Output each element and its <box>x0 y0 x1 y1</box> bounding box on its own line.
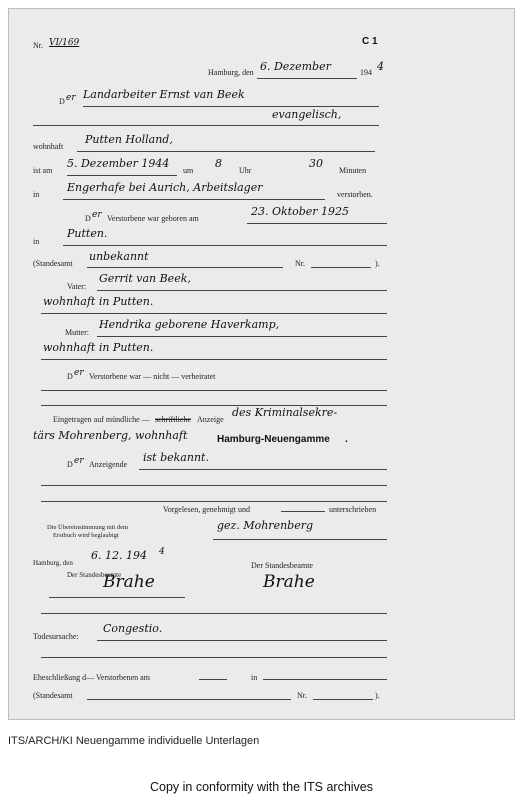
informant-label: Anzeigende <box>89 460 128 469</box>
certification-line-2: Erstbuch wird beglaubigt <box>53 532 119 539</box>
date-year-prefix: 194 <box>360 68 372 77</box>
certification-line-1: Die Übereinstimmung mit dem <box>47 524 129 531</box>
cause-of-death-label: Todesursache: <box>33 632 79 641</box>
registration-informant: des Kriminalsekre- <box>232 406 338 419</box>
death-minutes: 30 <box>309 157 323 170</box>
birth-label: Verstorbene war geboren am <box>107 214 199 223</box>
birth-place: Putten. <box>67 227 108 240</box>
form-code: C 1 <box>362 36 378 47</box>
read-aloud-label: Vorgelesen, genehmigt und <box>163 505 251 514</box>
registration-dot: . <box>345 434 348 445</box>
birth-registry-close: ). <box>375 259 380 268</box>
informant-article-suffix: er <box>74 456 84 466</box>
marital-article-suffix: er <box>74 368 84 378</box>
marriage-in-label: in <box>251 673 258 682</box>
registration-struck: schriftliche <box>155 415 191 424</box>
registration-label: Eingetragen auf mündliche — <box>53 415 150 424</box>
father-label: Vater: <box>67 282 87 291</box>
birth-registry-nr-label: Nr. <box>295 259 305 268</box>
marriage-registry-label: (Standesamt <box>33 691 73 700</box>
date-year-digit: 4 <box>377 60 384 73</box>
registration-informant-cont: tärs Mohrenberg, wohnhaft <box>33 429 188 442</box>
archive-caption: ITS/ARCH/KI Neuengamme individuelle Unterlagen <box>8 735 260 747</box>
informant-article: D <box>67 460 73 469</box>
registration-printed-place: Hamburg-Neuengamme <box>217 434 330 445</box>
marital-article: D <box>67 372 73 381</box>
date-day-month: 6. Dezember <box>260 60 331 73</box>
marriage-label: Eheschließung d— Verstorbenen am <box>33 673 150 682</box>
copy-notice: Copy in conformity with the ITS archives <box>150 780 373 794</box>
death-hour: 8 <box>215 157 222 170</box>
certification-place: Hamburg, den <box>33 559 73 567</box>
birth-place-label: in <box>33 237 40 246</box>
person-article-suffix: er <box>66 93 76 103</box>
death-minutes-label: Minuten <box>339 166 367 175</box>
birth-article-suffix: er <box>92 210 102 220</box>
informant-value: ist bekannt. <box>143 451 209 464</box>
scanned-document <box>8 8 515 720</box>
father-residence: wohnhaft in Putten. <box>43 295 154 308</box>
read-aloud-label-2: unterschrieben <box>329 505 377 514</box>
mother-name: Hendrika geborene Haverkamp, <box>99 318 280 331</box>
register-number: VI/169 <box>49 38 80 48</box>
certification-date-digit: 4 <box>159 547 165 557</box>
death-date-label: ist am <box>33 166 53 175</box>
person-religion: evangelisch, <box>272 108 342 121</box>
mother-label: Mutter: <box>65 328 89 337</box>
birth-registry-label: (Standesamt <box>33 259 73 268</box>
residence-label: wohnhaft <box>33 142 64 151</box>
registration-label-2: Anzeige <box>197 415 224 424</box>
marriage-registry-close: ). <box>375 691 380 700</box>
death-place-suffix: verstorben. <box>337 190 373 199</box>
mother-residence: wohnhaft in Putten. <box>43 341 154 354</box>
father-name: Gerrit van Beek, <box>99 272 191 285</box>
death-place-label: in <box>33 190 40 199</box>
marital-status: Verstorbene war — nicht — verheiratet <box>89 372 216 381</box>
date-place-label: Hamburg, den <box>208 68 254 77</box>
right-official-signature: Brahe <box>263 572 315 592</box>
right-official-label: Der Standesbeamte <box>251 561 313 570</box>
birth-article: D <box>85 214 91 223</box>
marriage-nr-label: Nr. <box>297 691 307 700</box>
death-um-label: um <box>183 166 194 175</box>
person-occupation-name: Landarbeiter Ernst van Beek <box>83 88 245 101</box>
left-official-label: Der Standesbeamte <box>67 571 122 579</box>
cause-of-death-value: Congestio. <box>103 622 163 635</box>
register-number-label: Nr. <box>33 41 43 50</box>
death-register-form <box>27 27 407 721</box>
death-uhr-label: Uhr <box>239 166 252 175</box>
residence-value: Putten Holland, <box>85 133 173 146</box>
death-place-value: Engerhafe bei Aurich, Arbeitslager <box>67 181 263 194</box>
left-official-signature: Brahe <box>103 572 155 592</box>
certification-date: 6. 12. 194 <box>91 549 147 562</box>
birth-date: 23. Oktober 1925 <box>251 205 350 218</box>
death-date-value: 5. Dezember 1944 <box>67 157 170 170</box>
person-article: D <box>59 97 65 106</box>
informant-signature: gez. Mohrenberg <box>217 519 314 532</box>
birth-registry-value: unbekannt <box>89 250 149 263</box>
